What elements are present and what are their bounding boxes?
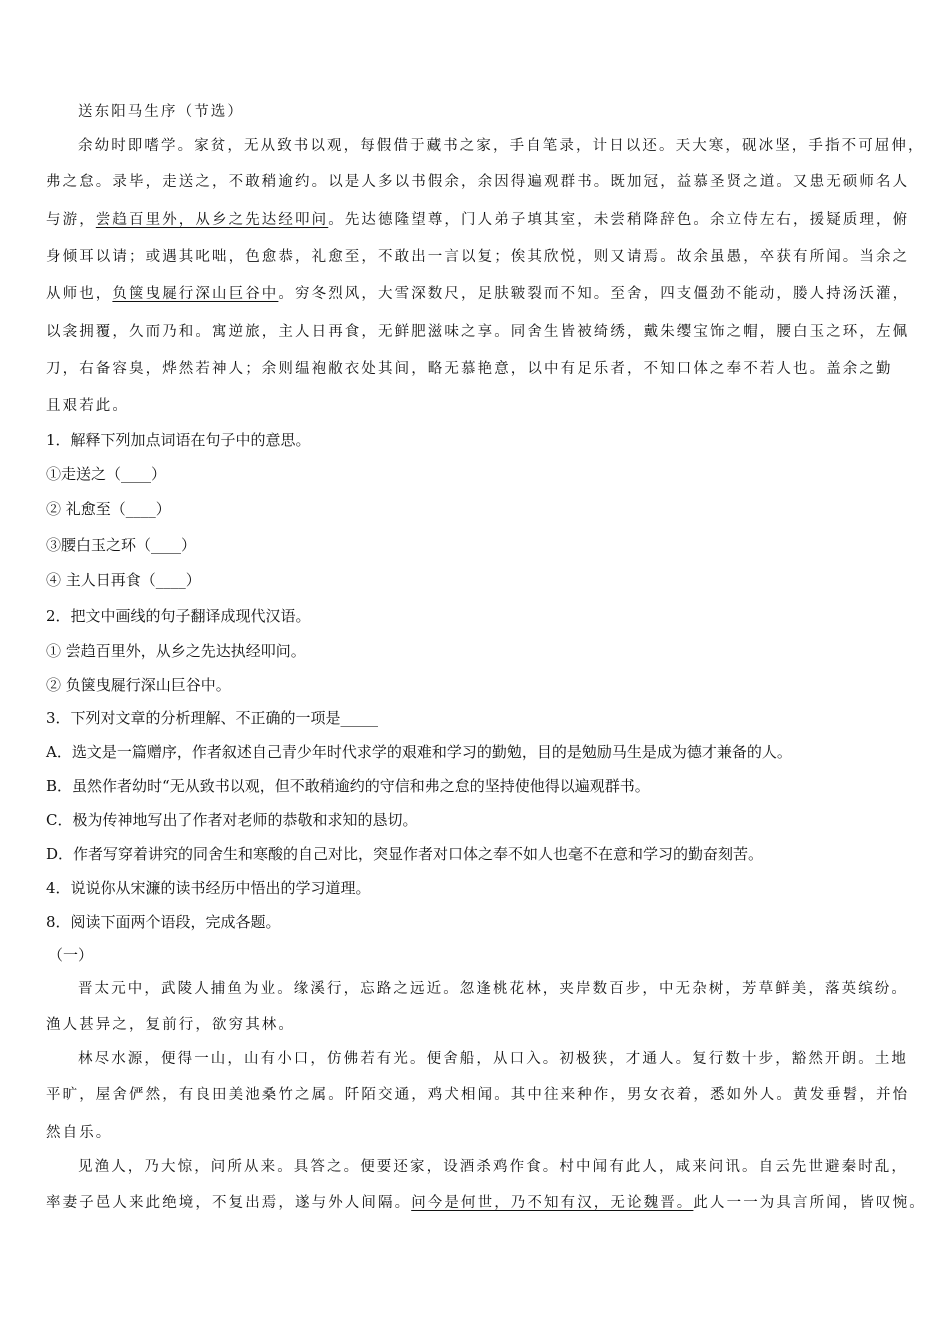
passage2-p3-line-1: 见渔人，乃大惊，问所从来。具答之。便要还家，设酒杀鸡作食。村中闻有此人，咸来问讯。自云先世避秦时乱， [78, 1159, 908, 1175]
passage1-line-7: 刀，右备容臭，烨然若神人；余则缊袍敝衣处其间，略无慕艳意，以中有足乐者，不知口体之奉不若人也。盖余之勤 [46, 361, 893, 377]
underlined-sentence-2: 负箧曳屣行深山巨谷中 [112, 286, 279, 302]
question-4: 4．说说你从宋濂的读书经历中悟出的学习道理。 [46, 879, 371, 897]
text-run: 。先达德隆望尊，门人弟子填其室，未尝稍降辞色。余立侍左右，援疑质理，俯 [328, 212, 910, 228]
question-3-option-b: B．虽然作者幼时“无从致书以观，但不敢稍逾约的守信和弗之怠的坚持使他得以遍观群书。 [46, 777, 650, 795]
passage1-line-8: 且艰若此。 [46, 398, 129, 414]
text-run: 。穷冬烈风，大雪深数尺，足肤皲裂而不知。至舍，四支僵劲不能动，媵人持汤沃灌， [278, 286, 910, 302]
question-3-option-c: C．极为传神地写出了作者对老师的恭敬和求知的恳切。 [46, 811, 418, 829]
question-3: 3．下列对文章的分析理解、不正确的一项是_____ [46, 709, 379, 727]
question-1: 1．解释下列加点词语在句子中的意思。 [46, 431, 311, 449]
passage2-p2-line-3: 然自乐。 [46, 1125, 113, 1141]
section-heading-1: （一） [48, 946, 94, 964]
passage1-line-3 [46, 209, 909, 231]
question-1-item-1: ①走送之（____） [46, 465, 167, 483]
passage2-p3-line-2 [46, 1192, 926, 1214]
question-3-option-a: A．选文是一篇赠序，作者叙述自己青少年时代求学的艰难和学习的勤勉，目的是勉励马生是成为德才兼备的人。 [46, 743, 792, 761]
question-2-item-2: ② 负箧曳屣行深山巨谷中。 [46, 676, 231, 694]
passage1-line-4: 身倾耳以请；或遇其叱咄，色愈恭，礼愈至，不敢出一言以复；俟其欣悦，则又请焉。故余虽愚，卒获有所闻。当余之 [46, 249, 910, 265]
text-run: 率妻子邑人来此绝境，不复出焉，遂与外人间隔。 [46, 1195, 412, 1211]
question-1-item-2: ② 礼愈至（____） [46, 500, 171, 518]
passage2-p1-line-2: 渔人甚异之，复前行，欲穷其林。 [46, 1017, 295, 1033]
question-2: 2．把文中画线的句子翻译成现代汉语。 [46, 607, 311, 625]
passage1-line-2: 弗之怠。录毕，走送之，不敢稍逾约。以是人多以书假余，余因得遍观群书。既加冠，益慕圣贤之道。又患无硕师名人 [46, 174, 910, 190]
passage2-p1-line-1: 晋太元中，武陵人捕鱼为业。缘溪行，忘路之远近。忽逢桃花林，夹岸数百步，中无杂树，芳草鲜美，落英缤纷。 [78, 981, 908, 997]
underlined-sentence-1: 尝趋百里外，从乡之先达经叩问 [95, 212, 329, 228]
passage1-line-6: 以衾拥覆，久而乃和。寓逆旅，主人日再食，无鲜肥滋味之享。同舍生皆被绮绣，戴朱缨宝饰之帽，腰白玉之环，左佩 [46, 324, 910, 340]
underlined-sentence-3: 问今是何世，乃不知有汉，无论魏晋。 [411, 1195, 694, 1211]
question-1-item-4: ④ 主人日再食（____） [46, 571, 201, 589]
text-run: 从师也， [46, 286, 113, 302]
text-run: 此人一一为具言所闻，皆叹惋。 [693, 1195, 926, 1211]
passage1-line-1: 余幼时即嗜学。家贫，无从致书以观，每假借于藏书之家，手自笔录，计日以还。天大寒，砚冰坚，手指不可屈伸， [78, 138, 925, 154]
question-1-item-3: ③腰白玉之环（____） [46, 536, 197, 554]
question-8: 8．阅读下面两个语段，完成各题。 [46, 913, 281, 931]
question-3-option-d: D．作者写穿着讲究的同舍生和寒酸的自己对比，突显作者对口体之奉不如人也毫不在意和学习的勤奋刻苦。 [46, 845, 764, 863]
question-2-item-1: ① 尝趋百里外，从乡之先达执经叩问。 [46, 642, 306, 660]
passage-title: 送东阳马生序（节选） [78, 104, 244, 120]
passage2-p2-line-2: 平旷，屋舍俨然，有良田美池桑竹之属。阡陌交通，鸡犬相闻。其中往来种作，男女衣着，悉如外人。黄发垂髫，并怡 [46, 1087, 910, 1103]
text-run: 与游， [46, 212, 96, 228]
passage2-p2-line-1: 林尽水源，便得一山，山有小口，仿佛若有光。便舍船，从口入。初极狭，才通人。复行数十步，豁然开朗。土地 [78, 1051, 908, 1067]
passage1-line-5 [46, 283, 909, 305]
